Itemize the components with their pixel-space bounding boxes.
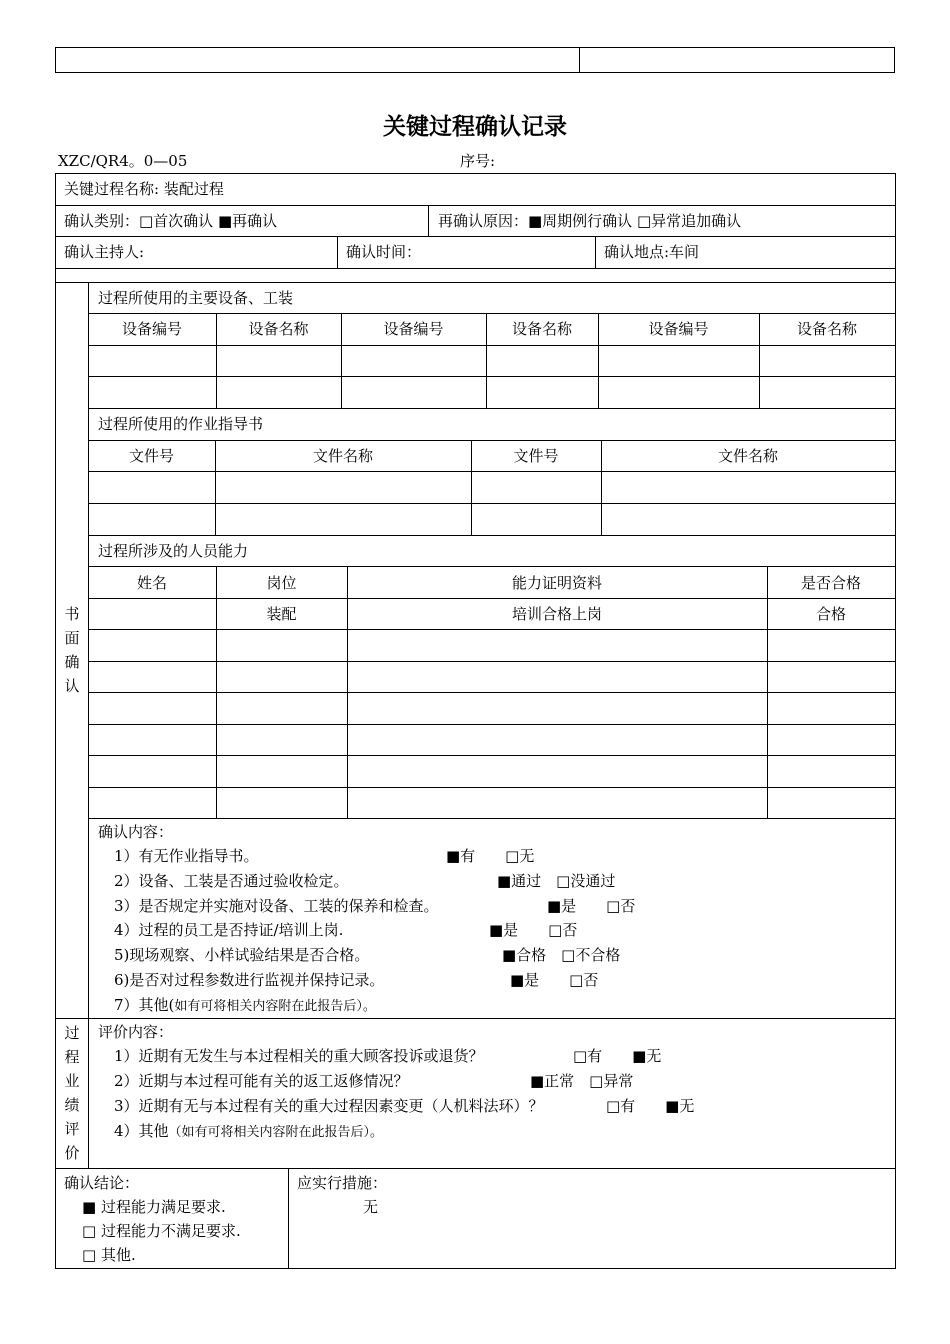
confirm-content-heading: 确认内容： <box>98 823 174 841</box>
confirm-question: 1）有无作业指导书。 <box>114 847 259 865</box>
confirm-question: 2）设备、工装是否通过验收检定。 <box>114 872 349 890</box>
personnel-col-header: 是否合格 <box>800 574 861 592</box>
instructions-col-header: 文件号 <box>513 447 559 465</box>
personnel-col-header: 能力证明资料 <box>511 574 602 592</box>
evaluation-question: 3）近期有无与本过程有关的重大过程因素变更（人机料法环）？ <box>114 1097 544 1115</box>
instructions-col-header: 文件名称 <box>717 447 778 465</box>
doc-code: XZC/QR4。0—05 <box>58 152 188 170</box>
evaluation-answer: □有 ■无 <box>606 1097 695 1115</box>
evaluation-answer: ■正常 □异常 <box>530 1072 634 1090</box>
evaluation-heading: 评价内容： <box>98 1023 174 1041</box>
measures-heading: 应实行措施： <box>297 1174 388 1192</box>
confirm-answer: ■有 □无 <box>446 847 535 865</box>
confirm-place: 确认地点:车间 <box>604 243 700 261</box>
equipment-col-header: 设备名称 <box>248 320 309 338</box>
reconfirm-reason: 再确认原因：■周期例行确认 □异常追加确认 <box>438 212 742 230</box>
equipment-col-header: 设备编号 <box>383 320 444 338</box>
serial-label: 序号: <box>460 152 496 170</box>
confirm-question: 3）是否规定并实施对设备、工装的保养和检查。 <box>114 897 439 915</box>
conclusion-heading: 确认结论： <box>64 1174 140 1192</box>
evaluation-other: 4）其他（如有可将相关内容附在此报告后）。 <box>114 1122 384 1140</box>
confirm-question: 5)现场观察、小样试验结果是否合格。 <box>114 946 370 964</box>
equipment-col-header: 设备名称 <box>511 320 572 338</box>
confirm-question: 6)是否对过程参数进行监视并保持记录。 <box>114 971 385 989</box>
personnel-col-header: 岗位 <box>266 574 297 592</box>
personnel-cell: 培训合格上岗 <box>511 605 602 623</box>
conclusion-item: □ 过程能力不满足要求. <box>82 1222 241 1240</box>
confirm-answer: ■是 □否 <box>489 921 578 939</box>
personnel-cell: 装配 <box>266 605 297 623</box>
equipment-col-header: 设备编号 <box>121 320 182 338</box>
instructions-col-header: 文件号 <box>128 447 174 465</box>
page-title: 关键过程确认记录 <box>383 113 567 140</box>
conclusion-item: ■ 过程能力满足要求. <box>82 1198 226 1216</box>
evaluation-answer: □有 ■无 <box>573 1047 662 1065</box>
instructions-col-header: 文件名称 <box>312 447 373 465</box>
personnel-col-header: 姓名 <box>136 574 167 592</box>
confirm-time: 确认时间： <box>346 243 422 261</box>
personnel-cell: 合格 <box>815 605 846 623</box>
confirm-answer: ■合格 □不合格 <box>502 946 621 964</box>
equipment-col-header: 设备编号 <box>648 320 709 338</box>
conclusion-item: □ 其他. <box>82 1246 136 1264</box>
evaluation-question: 1）近期有无发生与本过程相关的重大顾客投诉或退货？ <box>114 1047 484 1065</box>
measures-value: 无 <box>363 1198 379 1216</box>
confirm-type: 确认类别：□首次确认 ■再确认 <box>64 212 278 230</box>
confirm-other: 7）其他(如有可将相关内容附在此报告后）。 <box>114 996 376 1014</box>
evaluation-question: 2）近期与本过程可能有关的返工返修情况？ <box>114 1072 409 1090</box>
confirm-answer: ■是 □否 <box>547 897 636 915</box>
header-table <box>55 47 895 73</box>
confirm-question: 4）过程的员工是否持证/培训上岗. <box>114 921 344 939</box>
personnel-heading: 过程所涉及的人员能力 <box>98 542 249 560</box>
equipment-heading: 过程所使用的主要设备、工装 <box>98 289 294 307</box>
host-label: 确认主持人: <box>64 243 145 261</box>
process-name: 关键过程名称: 装配过程 <box>64 180 224 198</box>
confirm-answer: ■是 □否 <box>510 971 599 989</box>
confirm-answer: ■通过 □没通过 <box>497 872 616 890</box>
equipment-col-header: 设备名称 <box>796 320 857 338</box>
instructions-heading: 过程所使用的作业指导书 <box>98 415 264 433</box>
